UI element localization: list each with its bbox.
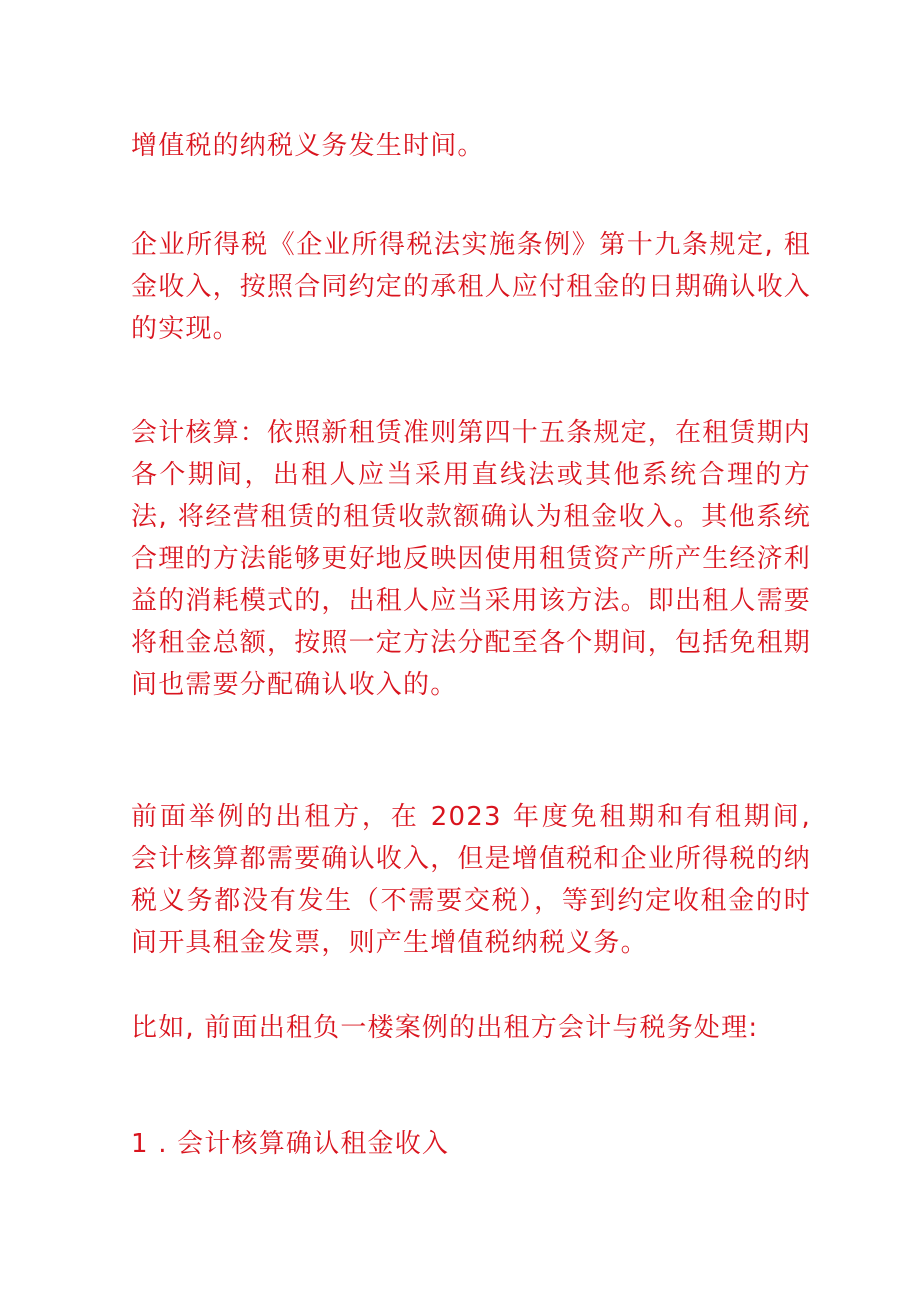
paragraph-case-intro: 比如, 前面出租负一楼案例的出租方会计与税务处理: [131, 1013, 759, 1043]
paragraph-vat-obligation-time: 增值税的纳税义务发生时间。 [131, 131, 485, 161]
section-heading-rent-income: 1 . 会计核算确认租金收入 [131, 1129, 450, 1159]
paragraph-accounting: 会计核算：依照新租赁准则第四十五条规定，在租赁期内各个期间，出租人应当采用直线法或其他系统合理的方法, 将经营租赁的租赁收款额确认为租金收入。其他系统合理的方法能够更好地反映因使用租赁资产所产生经济利益的消耗模式的，出租人应当采用该方法。即出租人需要将租金总额，按照一定方法分配至各个期间，包括免租期间也需要分配确认收入的。 [131, 418, 812, 700]
paragraph-corporate-income-tax: 企业所得税《企业所得税法实施条例》第十九条规定, 租金收入，按照合同约定的承租人应付租金的日期确认收入的实现。 [131, 230, 812, 344]
paragraph-lessor-example: 前面举例的出租方，在 2023 年度免租期和有租期间, 会计核算都需要确认收入，但是增值税和企业所得税的纳税义务都没有发生（不需要交税），等到约定收租金的时间开具租金发票，则产生增值税纳税义务。 [131, 802, 812, 958]
